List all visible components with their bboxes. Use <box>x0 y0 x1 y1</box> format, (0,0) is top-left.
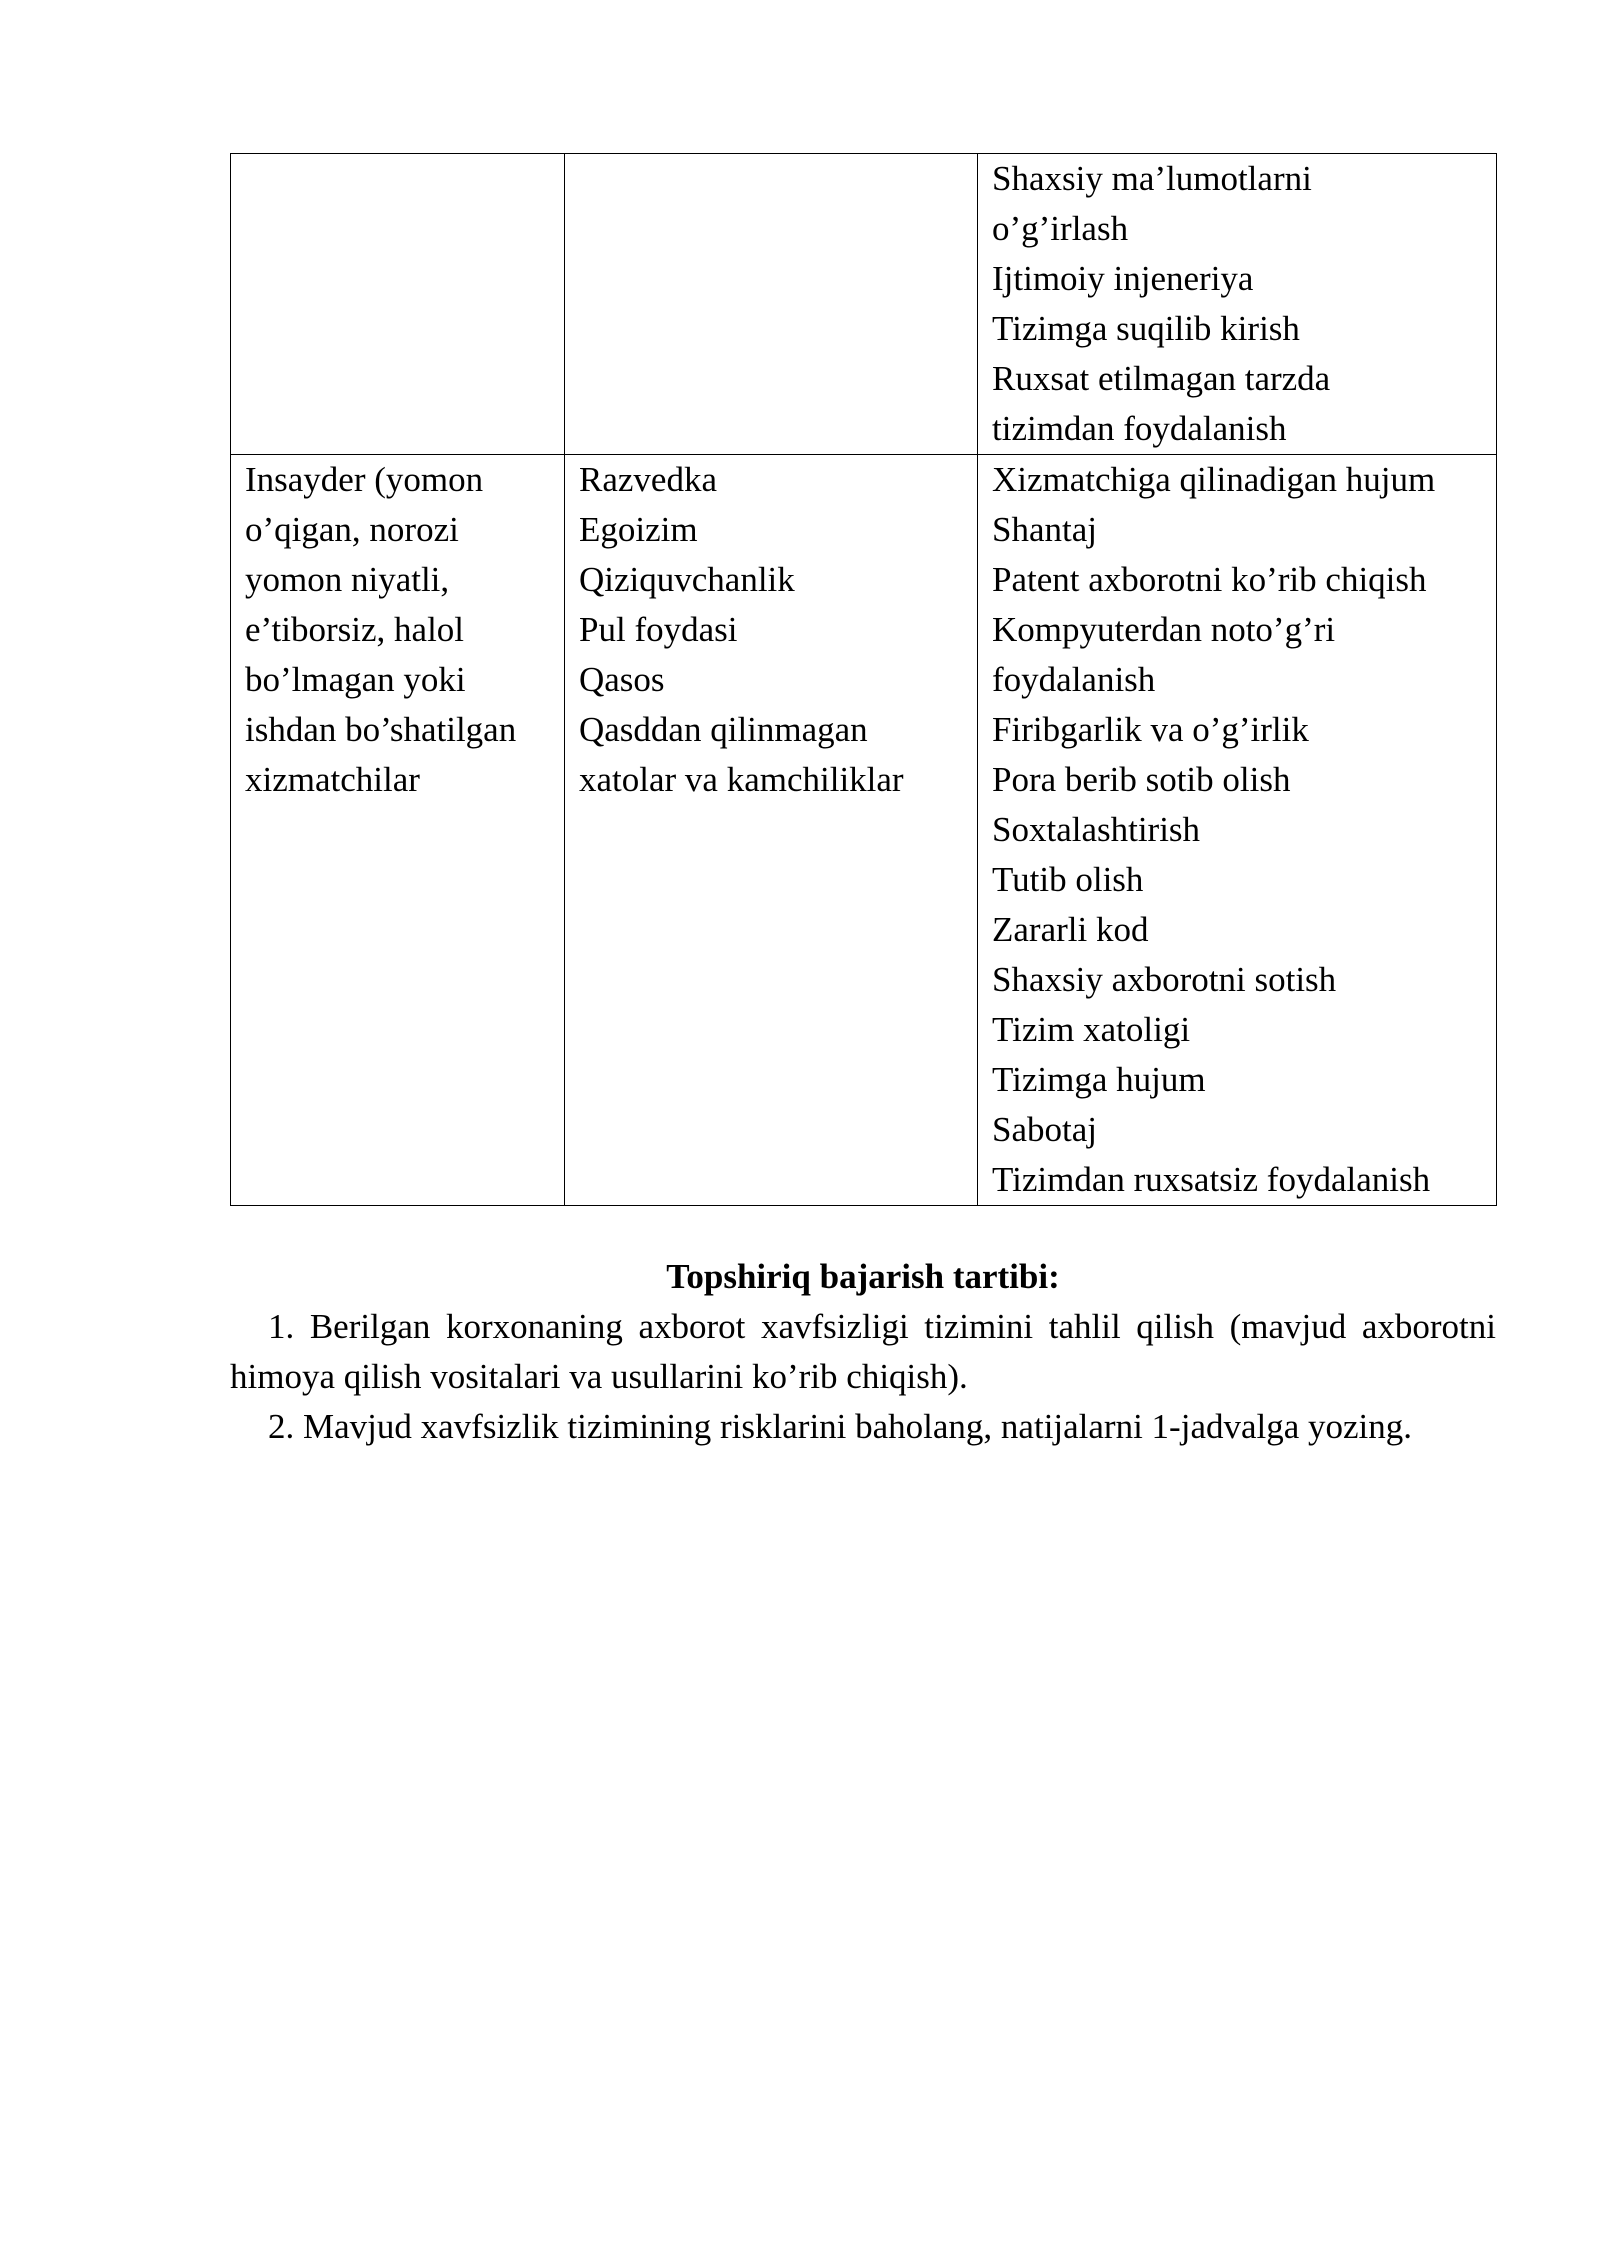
cell-line: Zararli kod <box>992 910 1149 949</box>
threats-table <box>230 153 1497 1206</box>
cell-line: o’g’irlash <box>992 209 1129 248</box>
cell-line: xatolar va kamchiliklar <box>579 760 904 799</box>
cell-line: tizimdan foydalanish <box>992 409 1287 448</box>
table-cell-row2-col1 <box>231 455 565 1206</box>
cell-line: Kompyuterdan noto’g’ri <box>992 610 1336 649</box>
table-cell-row1-col3 <box>978 154 1497 455</box>
cell-line: o’qigan, norozi <box>245 510 459 549</box>
cell-line: Tizimga suqilib kirish <box>992 309 1300 348</box>
cell-line: Tizim xatoligi <box>992 1010 1191 1049</box>
table-row <box>231 154 1497 455</box>
cell-line: Shaxsiy ma’lumotlarni <box>992 159 1312 198</box>
cell-line: Egoizim <box>579 510 698 549</box>
table-cell-row1-col2 <box>565 154 978 455</box>
cell-line: e’tiborsiz, halol <box>245 610 465 649</box>
cell-line: yomon niyatli, <box>245 560 450 599</box>
cell-line: Tizimga hujum <box>992 1060 1206 1099</box>
cell-line: ishdan bo’shatilgan <box>245 710 517 749</box>
cell-line: Soxtalashtirish <box>992 810 1201 849</box>
cell-line: Tutib olish <box>992 860 1144 899</box>
cell-line: Qasos <box>579 660 665 699</box>
cell-line: Ruxsat etilmagan tarzda <box>992 359 1331 398</box>
cell-line: Qiziquvchanlik <box>579 560 795 599</box>
cell-line: Insayder (yomon <box>245 460 484 499</box>
cell-line: Firibgarlik va o’g’irlik <box>992 710 1309 749</box>
cell-line: Qasddan qilinmagan <box>579 710 868 749</box>
table-cell-row2-col2 <box>565 455 978 1206</box>
task-item: 1. Berilgan korxonaning axborot xavfsizligi tizimini tahlil qilish (mavjud axborotni himoya qilish vositalari va usullarini ko’rib chiqish). <box>230 1307 1496 1396</box>
cell-line: Sabotaj <box>992 1110 1097 1149</box>
cell-line: Patent axborotni ko’rib chiqish <box>992 560 1427 599</box>
cell-line: Xizmatchiga qilinadigan hujum <box>992 460 1436 499</box>
section-heading: Topshiriq bajarish tartibi: <box>666 1257 1060 1296</box>
cell-line: Shantaj <box>992 510 1097 549</box>
cell-line: Ijtimoiy injeneriya <box>992 259 1254 298</box>
table-cell-row2-col3 <box>978 455 1497 1206</box>
cell-line: foydalanish <box>992 660 1156 699</box>
table-row <box>231 455 1497 1206</box>
cell-line: Tizimdan ruxsatsiz foydalanish <box>992 1160 1431 1199</box>
cell-line: bo’lmagan yoki <box>245 660 466 699</box>
cell-line: xizmatchilar <box>245 760 420 799</box>
task-item: 2. Mavjud xavfsizlik tizimining risklarini baholang, natijalarni 1-jadvalga yozing. <box>268 1407 1413 1446</box>
cell-line: Shaxsiy axborotni sotish <box>992 960 1337 999</box>
cell-line: Pora berib sotib olish <box>992 760 1291 799</box>
table-cell-row1-col1 <box>231 154 565 455</box>
cell-line: Pul foydasi <box>579 610 738 649</box>
cell-line: Razvedka <box>579 460 717 499</box>
